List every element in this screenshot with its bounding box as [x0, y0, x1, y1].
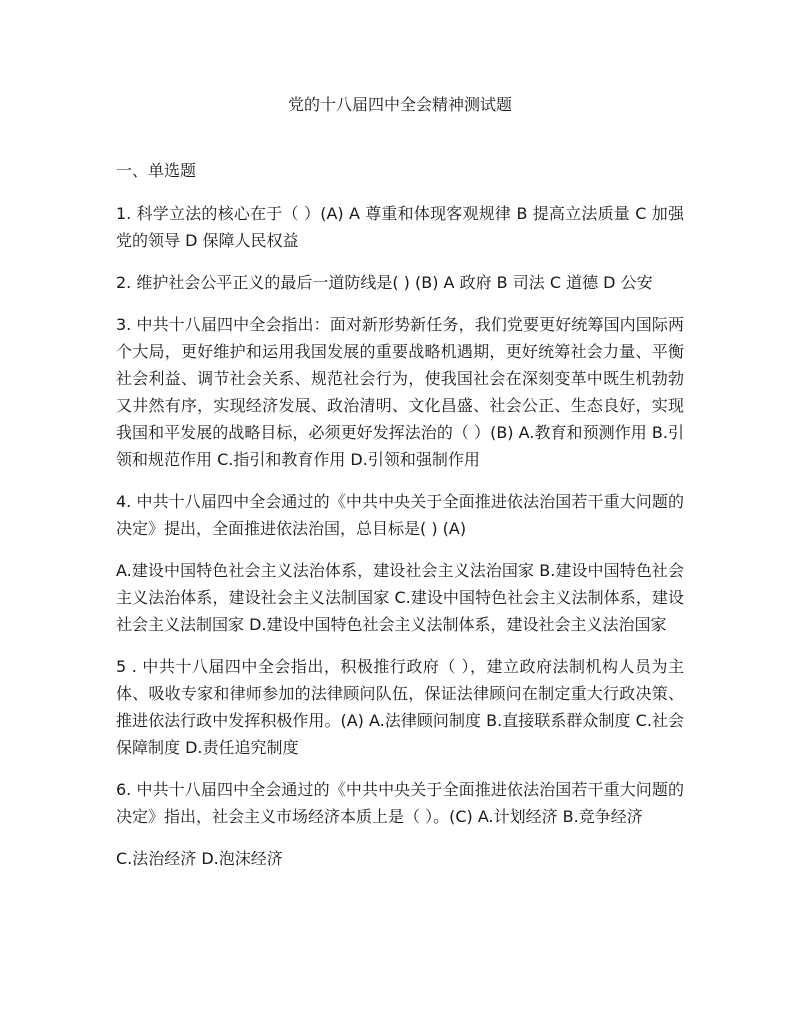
document-title: 党的十八届四中全会精神测试题	[287, 95, 512, 114]
question-4: 4. 中共十八届四中全会通过的《中共中央关于全面推进依法治国若干重大问题的决定》提出，全面推进依法治国，总目标是( ) (A)	[116, 492, 684, 538]
question-1: 1. 科学立法的核心在于（ ）(A) A 尊重和体现客观规律 B 提高立法质量 C 加强党的领导 D 保障人民权益	[116, 204, 684, 250]
question-6: 6. 中共十八届四中全会通过的《中共中央关于全面推进依法治国若干重大问题的决定》指出，社会主义市场经济本质上是（ ）。(C) A.计划经济 B.竞争经济	[116, 780, 684, 826]
question-6-options: C.法治经济 D.泡沫经济	[116, 849, 283, 868]
document-page	[116, 92, 684, 887]
section-heading: 一、单选题	[116, 161, 197, 180]
question-3: 3. 中共十八届四中全会指出：面对新形势新任务，我们党要更好统筹国内国际两个大局，更好维护和运用我国发展的重要战略机遇期，更好统筹社会力量、平衡社会利益、调节社会关系、规范社会行为，使我国社会在深刻变革中既生机勃勃又井然有序，实现经济发展、政治清明、文化昌盛、社会公正、生态良好，实现我国和平发展的战略目标，必须更好发挥法治的（ ）(B) A.教育和预测作用 B.引领和规范作用 C.指引和教育作用 D.引领和强制作用	[116, 315, 684, 469]
question-2: 2. 维护社会公平正义的最后一道防线是( ) (B) A 政府 B 司法 C 道德 D 公安	[116, 273, 653, 292]
question-5: 5 . 中共十八届四中全会指出，积极推行政府（ ），建立政府法制机构人员为主体、吸收专家和律师参加的法律顾问队伍，保证法律顾问在制定重大行政决策、推进依法行政中发挥积极作用。(A) A.法律顾问制度 B.直接联系群众制度 C.社会保障制度 D.责任追究制度	[116, 657, 684, 757]
question-4-options: A.建设中国特色社会主义法治体系，建设社会主义法治国家 B.建设中国特色社会主义法治体系，建设社会主义法制国家 C.建设中国特色社会主义法制体系，建设社会主义法制国家 D.建设中国特色社会主义法制体系，建设社会主义法治国家	[116, 561, 684, 634]
